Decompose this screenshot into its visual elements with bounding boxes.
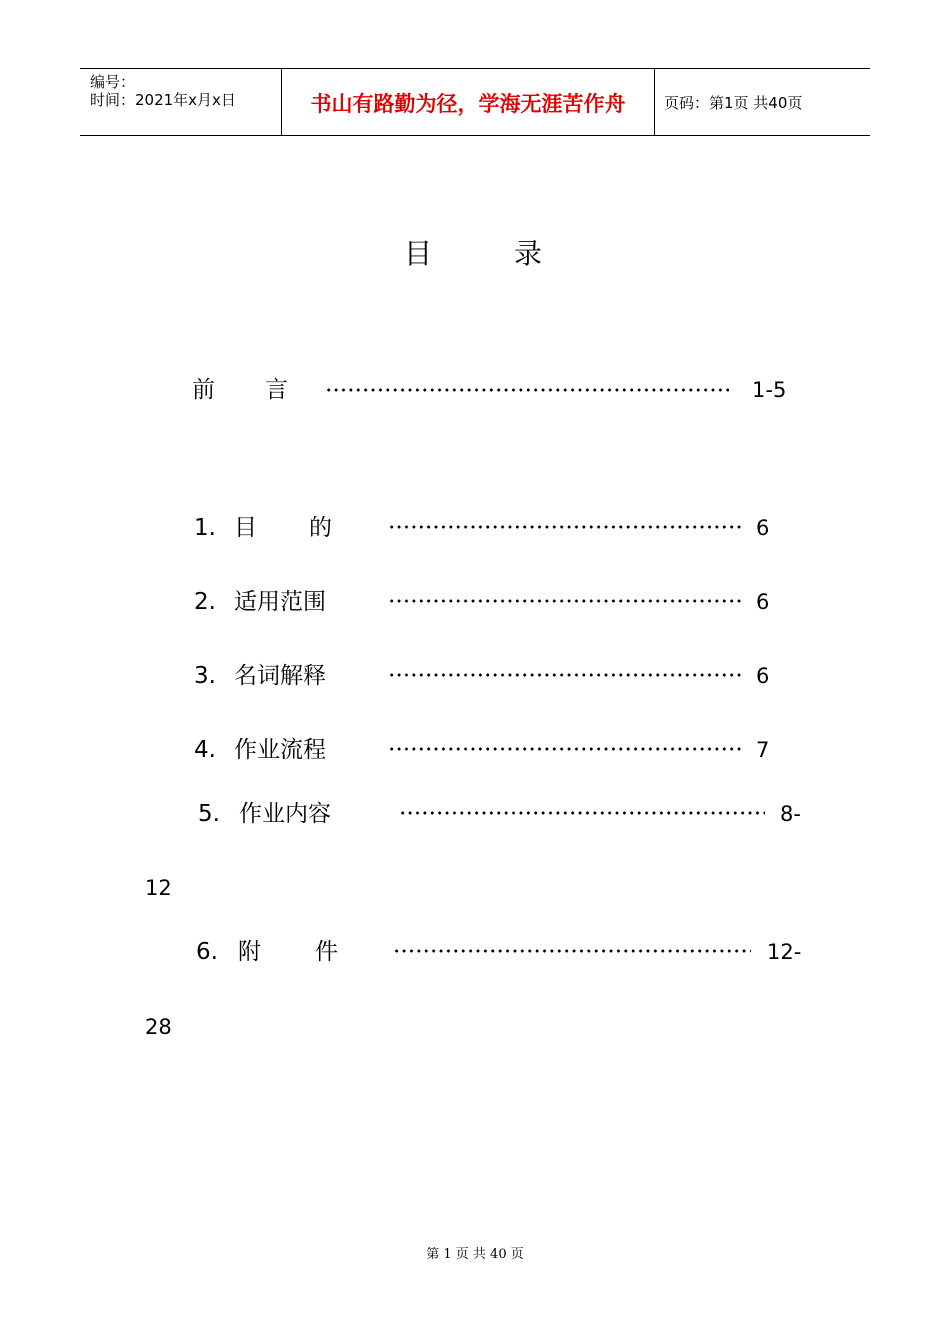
toc-label: 作业内容	[239, 801, 331, 827]
toc-label: 名词解释	[234, 663, 326, 689]
toc-number: 2.	[194, 589, 216, 615]
header-motto: 书山有路勤为径，学海无涯苦作舟	[310, 92, 626, 116]
page-footer: 第 1 页 共 40 页	[426, 1247, 524, 1262]
header-motto-cell	[281, 69, 655, 135]
title-char-1: 目	[404, 237, 433, 270]
toc-leader-dots	[388, 747, 742, 751]
toc-page-ref: 1-5	[752, 378, 787, 402]
toc-page-ref: 12-	[767, 940, 802, 964]
header-page-info: 页码：第1页 共40页	[664, 94, 803, 112]
title-char-2: 录	[514, 237, 543, 270]
toc-number: 1.	[194, 515, 216, 541]
header-meta-cell	[80, 69, 281, 135]
toc-page-ref: 6	[756, 590, 770, 614]
toc-page-ref-continued: 28	[145, 1015, 172, 1039]
toc-label: 目 的	[234, 515, 332, 541]
toc-number: 5.	[198, 801, 220, 827]
toc-label: 适用范围	[234, 589, 326, 615]
toc-page-ref: 7	[756, 738, 770, 762]
toc-leader-dots	[393, 949, 751, 953]
toc-page-ref: 6	[756, 664, 770, 688]
toc-page-ref-continued: 12	[145, 876, 172, 900]
toc-number: 4.	[194, 737, 216, 763]
toc-label: 附 件	[238, 939, 338, 965]
toc-leader-dots	[388, 599, 742, 603]
toc-leader-dots	[388, 673, 742, 677]
document-number-label: 编号：	[90, 73, 136, 91]
toc-page-ref: 6	[756, 516, 770, 540]
toc-leader-dots	[325, 388, 729, 392]
toc-leader-dots	[388, 525, 742, 529]
document-header	[80, 68, 870, 136]
toc-number: 3.	[194, 663, 216, 689]
document-date: 时间：2021年x月x日	[90, 91, 236, 109]
toc-label: 作业流程	[234, 737, 326, 763]
page-title	[404, 236, 542, 272]
header-page-cell	[655, 69, 870, 135]
toc-number: 6.	[196, 939, 218, 965]
toc-leader-dots	[399, 811, 765, 815]
toc-page-ref: 8-	[780, 802, 801, 826]
toc-label: 前 言	[192, 377, 288, 403]
